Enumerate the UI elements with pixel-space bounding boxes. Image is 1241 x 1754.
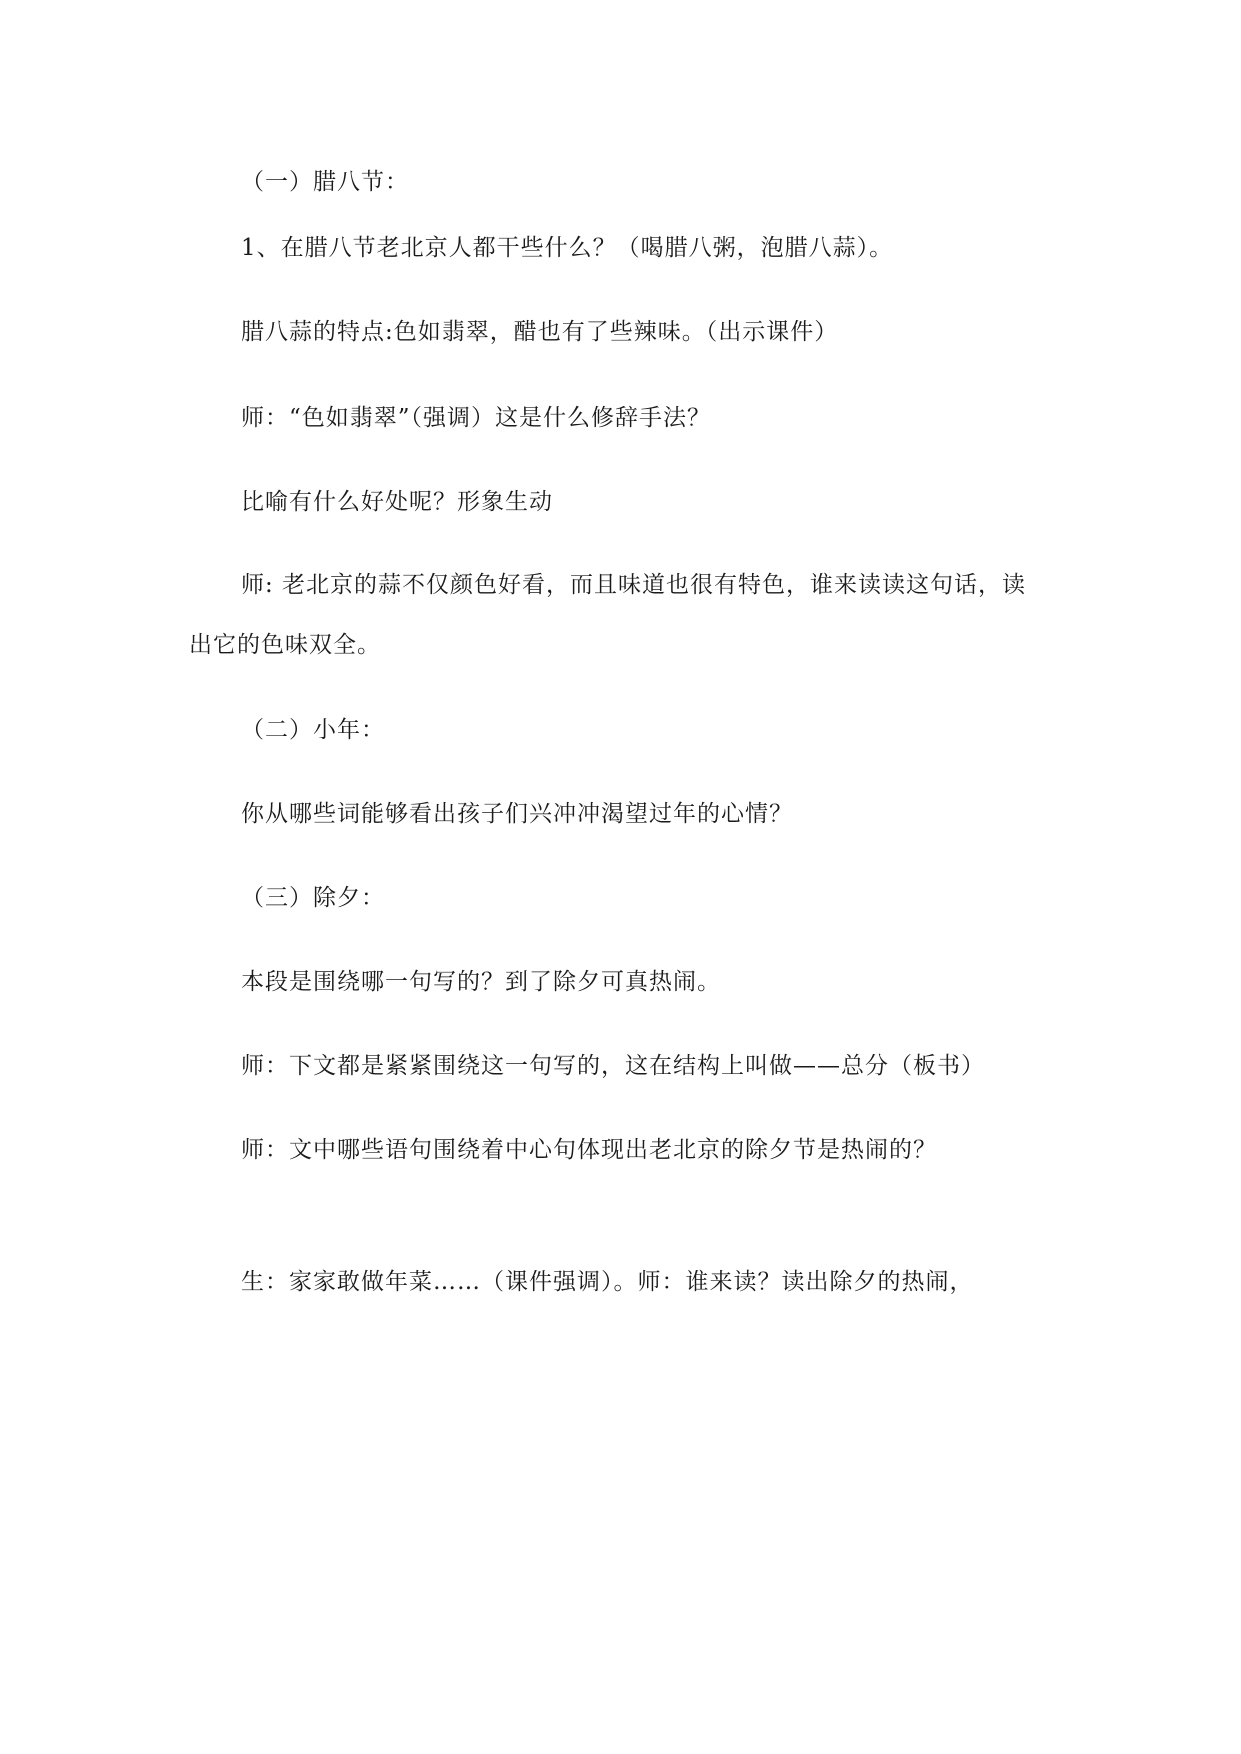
paragraph-student-answer: 生：家家敢做年菜……（课件强调）。师：谁来读？读出除夕的热闹， xyxy=(241,1269,974,1295)
paragraph-teacher-garlic-line2: 出它的色味双全。 xyxy=(189,632,381,658)
paragraph-question-1: 1、在腊八节老北京人都干些什么？（喝腊八粥，泡腊八蒜）。 xyxy=(241,235,894,261)
paragraph-teacher-rhetoric: 师：“色如翡翠”（强调）这是什么修辞手法？ xyxy=(241,405,712,431)
paragraph-metaphor-benefit: 比喻有什么好处呢？形象生动 xyxy=(241,489,553,515)
paragraph-teacher-sentences: 师：文中哪些语句围绕着中心句体现出老北京的除夕节是热闹的？ xyxy=(241,1137,937,1163)
paragraph-laba-garlic: 腊八蒜的特点:色如翡翠，醋也有了些辣味。（出示课件） xyxy=(241,319,839,345)
paragraph-teacher-structure: 师：下文都是紧紧围绕这一句写的，这在结构上叫做——总分（板书） xyxy=(241,1053,985,1079)
paragraph-chuxi-topic: 本段是围绕哪一句写的？到了除夕可真热闹。 xyxy=(241,969,721,995)
paragraph-xiaonian-question: 你从哪些词能够看出孩子们兴冲冲渴望过年的心情？ xyxy=(241,801,793,827)
section-heading-chuxi: （三）除夕： xyxy=(241,885,385,911)
section-heading-xiaonian: （二）小年： xyxy=(241,717,385,743)
paragraph-teacher-garlic-line1: 师: 老北京的蒜不仅颜色好看，而且味道也很有特色，谁来读读这句话，读 xyxy=(241,572,1027,598)
section-heading-laba: （一）腊八节： xyxy=(241,169,409,195)
